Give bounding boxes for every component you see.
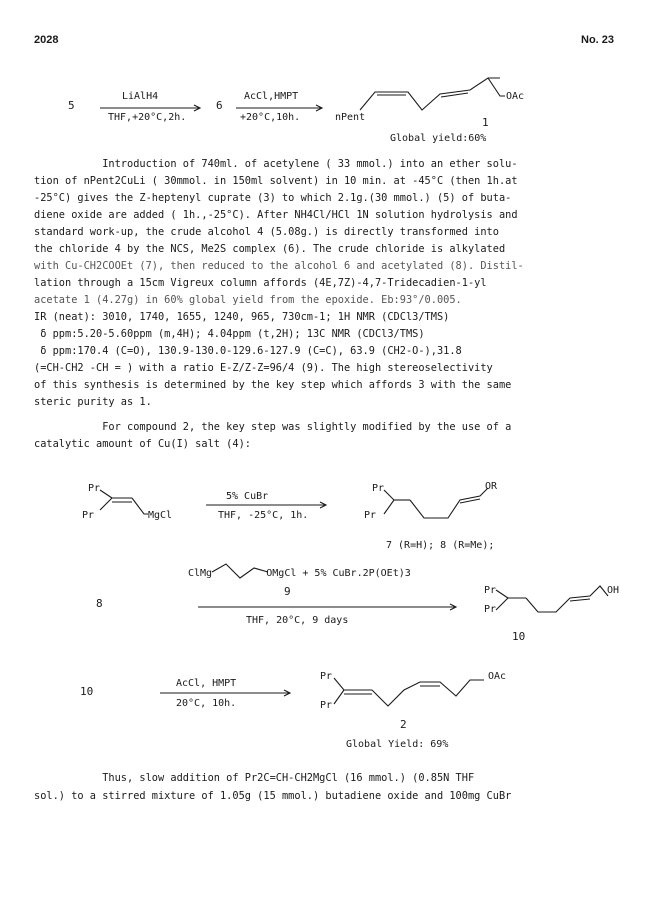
product2-chain — [410, 488, 488, 518]
product-pr-top: Pr — [372, 483, 385, 494]
product10-double-bond-2 — [570, 599, 590, 601]
product10-pr-bottom: Pr — [484, 604, 497, 615]
journal-issue: No. 23 — [581, 34, 615, 46]
para1-line: diene oxide are added ( 1h.,-25°C). After NH4Cl/HCl 1N solution hydrolysis and — [34, 209, 518, 221]
arrow1-reagent: LiAlH4 — [122, 91, 159, 102]
product1-oac: OAc — [506, 91, 525, 102]
product10-oh: OH — [607, 585, 620, 596]
product2-pr-bottom: Pr — [320, 700, 333, 711]
para1-line: δ ppm:5.20-5.60ppm (m,4H); 4.04ppm (t,2H); 13C NMR (CDCl3/TMS) — [34, 328, 425, 340]
product2-final-skeleton — [334, 678, 344, 704]
compound-10-label: 10 — [512, 630, 526, 643]
product10-skeleton — [496, 590, 508, 610]
para1-line: the chloride 4 by the NCS, Me2S complex (6). The crude chloride is alkylated — [34, 243, 506, 255]
para2-line: catalytic amount of Cu(I) salt (4): — [34, 438, 251, 450]
product2-final-chain — [372, 680, 484, 706]
page-number: 2028 — [34, 34, 59, 46]
arrow2-conditions: +20°C,10h. — [240, 112, 301, 123]
para2-line: For compound 2, the key step was slightly modified by the use of a — [34, 421, 512, 433]
scheme4-arrow-conditions: 20°C, 10h. — [176, 698, 237, 709]
reactant-pr-top: Pr — [88, 483, 101, 494]
scheme2-arrow-conditions: THF, -25°C, 1h. — [218, 510, 309, 521]
product1-chain-end — [488, 78, 505, 96]
para1-line: Introduction of 740ml. of acetylene ( 33 mmol.) into an ether solu- — [34, 158, 518, 170]
product10-pr-top: Pr — [484, 585, 497, 596]
product2-skeleton — [384, 490, 394, 514]
product1-chain — [360, 78, 500, 110]
para1-line: (=CH-CH2 -CH = ) with a ratio E-Z/Z-Z=96/4 (9). The high stereoselectivity — [34, 362, 493, 374]
product2-oac: OAc — [488, 671, 507, 682]
scheme4-arrow-reagent: AcCl, HMPT — [176, 678, 237, 689]
compound-8-label: 8 — [96, 597, 103, 610]
product-pr-bottom: Pr — [364, 510, 377, 521]
para1-line: acetate 1 (4.27g) in 60% global yield from the epoxide. Eb:93°/0.005. — [34, 294, 462, 306]
product2-pr-top: Pr — [320, 671, 333, 682]
para1-line: steric purity as 1. — [34, 396, 152, 408]
para1-line: lation through a 15cm Vigreux column affords (4E,7Z)-4,7-Tridecadien-1-yl — [34, 277, 487, 289]
para1-line: -25°C) gives the Z-heptenyl cuprate (3) to which 2.1g.(30 mmol.) (5) of buta- — [34, 192, 512, 204]
scheme4-yield: Global Yield: 69% — [346, 739, 449, 750]
reactant-pr-bottom: Pr — [82, 510, 95, 521]
grignard-reagent: ClMg OMgCl + 5% CuBr.2P(OEt)3 — [188, 568, 411, 579]
arrow1-conditions: THF,+20°C,2h. — [108, 112, 187, 123]
para1-line: with Cu-CH2COOEt (7), then reduced to the alcohol 6 and acetylated (8). Distil- — [34, 260, 524, 272]
para1-line: δ ppm:170.4 (C=O), 130.9-130.0-129.6-127.9 (C=C), 63.9 (CH2-O-),31.8 — [34, 345, 462, 357]
compound-1-label: 1 — [482, 116, 489, 129]
product10-chain — [526, 586, 608, 612]
reactant-skeleton — [100, 490, 112, 510]
compounds-7-8-label: 7 (R=H); 8 (R=Me); — [386, 540, 495, 551]
product-or: OR — [485, 481, 498, 492]
compound-9-label: 9 — [284, 585, 291, 598]
reactant-chain — [132, 498, 148, 514]
para1-line: standard work-up, the crude alcohol 4 (5.08g.) is directly transformed into — [34, 226, 499, 238]
compound-10-start: 10 — [80, 685, 94, 698]
para3-line: Thus, slow addition of Pr2C=CH-CH2MgCl (16 mmol.) (0.85N THF — [34, 772, 475, 784]
para1-line: tion of nPent2CuLi ( 30mmol. in 150ml solvent) in 10 min. at -45°C (then 1h.at — [34, 175, 518, 187]
product1-npent: nPent — [335, 112, 366, 123]
scheme3-conditions: THF, 20°C, 9 days — [246, 615, 349, 626]
scheme1-yield: Global yield:60% — [390, 133, 487, 144]
scheme2-arrow-reagent: 5% CuBr — [226, 491, 269, 502]
para1-line: of this synthesis is determined by the key step which affords 3 with the same — [34, 379, 512, 391]
compound-5-label: 5 — [68, 99, 75, 112]
reagent9-chain — [212, 564, 268, 578]
arrow2-reagent: AcCl,HMPT — [244, 91, 299, 102]
compound-6-label: 6 — [216, 99, 223, 112]
para3-line: sol.) to a stirred mixture of 1.05g (15 mmol.) butadiene oxide and 100mg CuBr — [34, 790, 512, 802]
compound-2-label: 2 — [400, 718, 407, 731]
reactant-mgcl: MgCl — [148, 510, 173, 521]
para1-line: IR (neat): 3010, 1740, 1655, 1240, 965, 730cm-1; 1H NMR (CDCl3/TMS) — [34, 311, 450, 323]
